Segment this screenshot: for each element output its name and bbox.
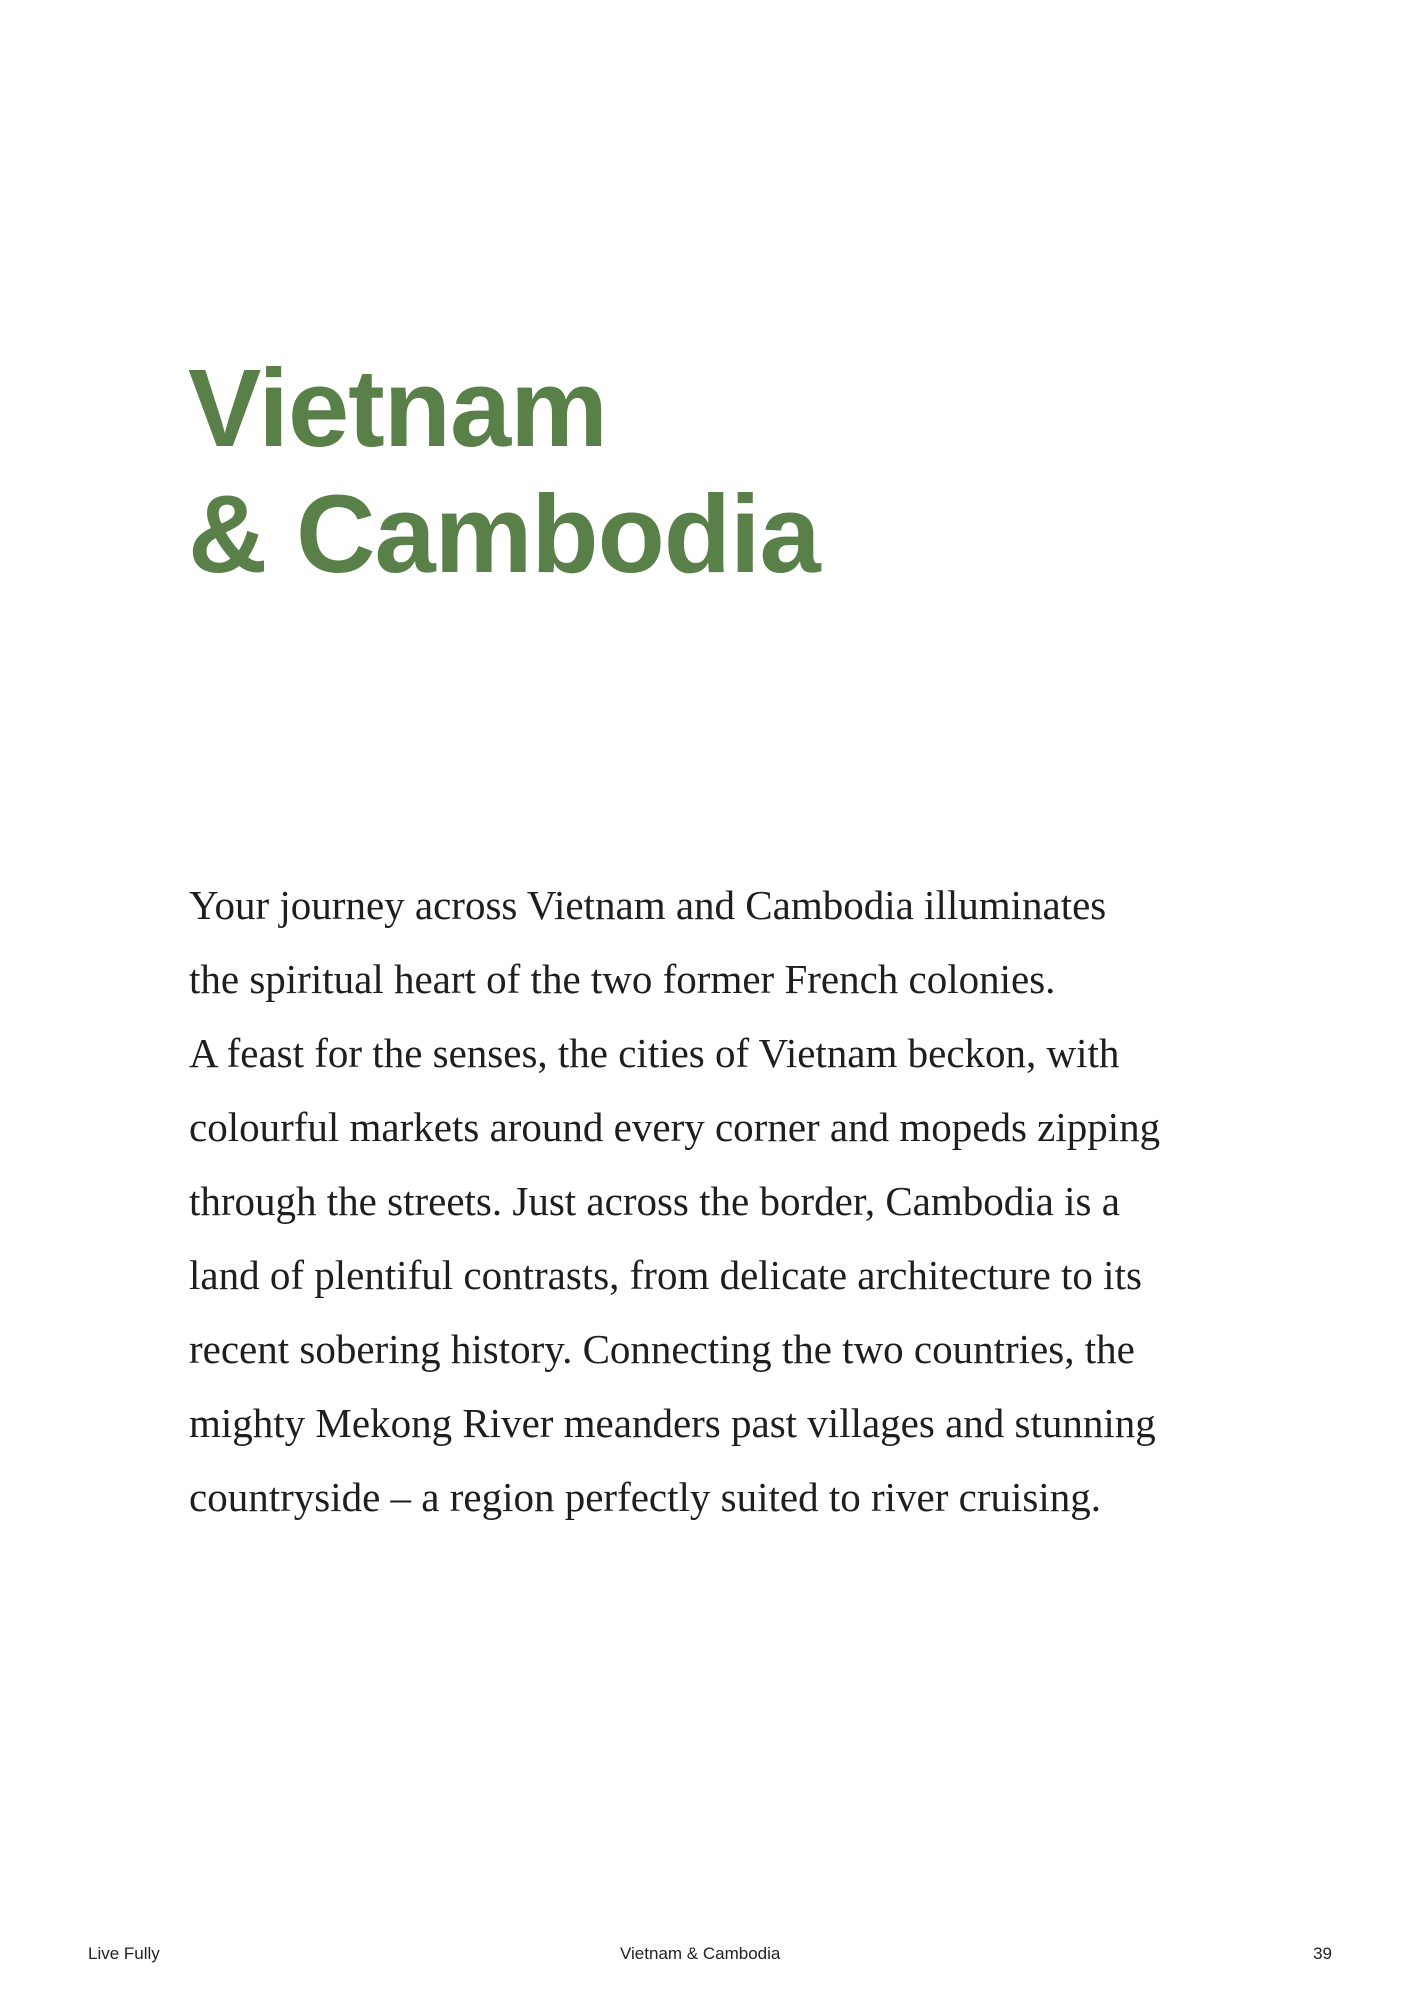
intro-line: land of plentiful contrasts, from delicate architecture to its <box>189 1252 1142 1298</box>
intro-line: A feast for the senses, the cities of Vietnam beckon, with <box>189 1030 1120 1076</box>
page-title-line-1: Vietnam <box>188 347 607 470</box>
footer-section-title: Vietnam & Cambodia <box>620 1944 781 1963</box>
intro-line: through the streets. Just across the border, Cambodia is a <box>189 1178 1120 1224</box>
intro-line: countryside – a region perfectly suited to river cruising. <box>189 1474 1101 1520</box>
intro-line: colourful markets around every corner and mopeds zipping <box>189 1104 1161 1150</box>
intro-paragraph <box>189 868 1249 1534</box>
intro-line: Your journey across Vietnam and Cambodia illuminates <box>189 882 1107 928</box>
intro-line: mighty Mekong River meanders past villages and stunning <box>189 1400 1156 1446</box>
footer-page-number: 39 <box>1313 1944 1332 1963</box>
footer-publication-name: Live Fully <box>88 1944 160 1963</box>
page-title-line-2: & Cambodia <box>188 473 820 596</box>
intro-line: recent sobering history. Connecting the two countries, the <box>189 1326 1135 1372</box>
intro-line: the spiritual heart of the two former French colonies. <box>189 956 1056 1002</box>
page-title <box>188 346 820 598</box>
